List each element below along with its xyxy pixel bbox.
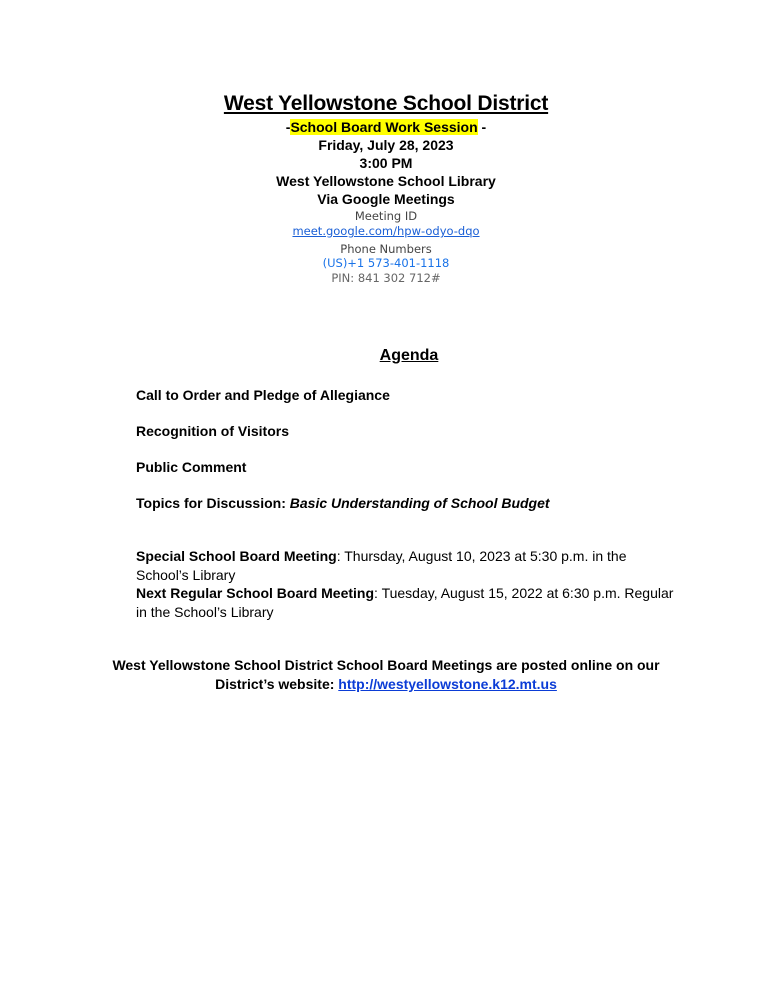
meeting-date: Friday, July 28, 2023 bbox=[318, 137, 454, 153]
district-title: West Yellowstone School District bbox=[223, 92, 549, 115]
agenda-item-topics bbox=[136, 495, 550, 511]
footer-notice bbox=[96, 656, 676, 694]
special-meeting-label: Special School Board Meeting bbox=[136, 548, 337, 564]
meeting-link[interactable]: meet.google.com/hpw-odyo-dqo bbox=[292, 224, 480, 238]
district-website-link[interactable]: http://westyellowstone.k12.mt.us bbox=[338, 676, 557, 692]
meeting-time: 3:00 PM bbox=[359, 155, 413, 171]
session-prefix: - bbox=[285, 119, 291, 135]
phone-numbers-label: Phone Numbers bbox=[340, 242, 432, 256]
topics-label: Topics for Discussion: bbox=[136, 495, 290, 511]
session-label: School Board Work Session bbox=[290, 119, 478, 135]
session-line bbox=[0, 119, 772, 135]
agenda-item: Public Comment bbox=[136, 459, 247, 475]
footer-text: West Yellowstone School District School Board Meetings are posted online on our District’s website: bbox=[112, 657, 660, 692]
agenda-heading: Agenda bbox=[379, 347, 439, 364]
meeting-pin: PIN: 841 302 712# bbox=[331, 271, 441, 285]
next-meeting-text: : Tuesday, August 15, 2022 at 6:30 p.m. Regular in the School’s Library bbox=[136, 585, 674, 620]
agenda-item: Recognition of Visitors bbox=[136, 423, 289, 439]
phone-number-link[interactable]: (US)+1 573-401-1118 bbox=[322, 256, 450, 270]
next-meeting-label: Next Regular School Board Meeting bbox=[136, 585, 375, 601]
meeting-id-label: Meeting ID bbox=[354, 209, 418, 223]
agenda-item: Call to Order and Pledge of Allegiance bbox=[136, 387, 390, 403]
special-meeting-note bbox=[136, 547, 676, 585]
meeting-link-row bbox=[0, 222, 772, 240]
special-meeting-text: : Thursday, August 10, 2023 at 5:30 p.m. in the School’s Library bbox=[136, 548, 627, 583]
topics-detail: Basic Understanding of School Budget bbox=[289, 495, 550, 511]
meeting-platform: Via Google Meetings bbox=[317, 191, 455, 207]
session-suffix: - bbox=[477, 119, 487, 135]
meeting-location: West Yellowstone School Library bbox=[276, 173, 496, 189]
next-meeting-note bbox=[136, 584, 676, 622]
